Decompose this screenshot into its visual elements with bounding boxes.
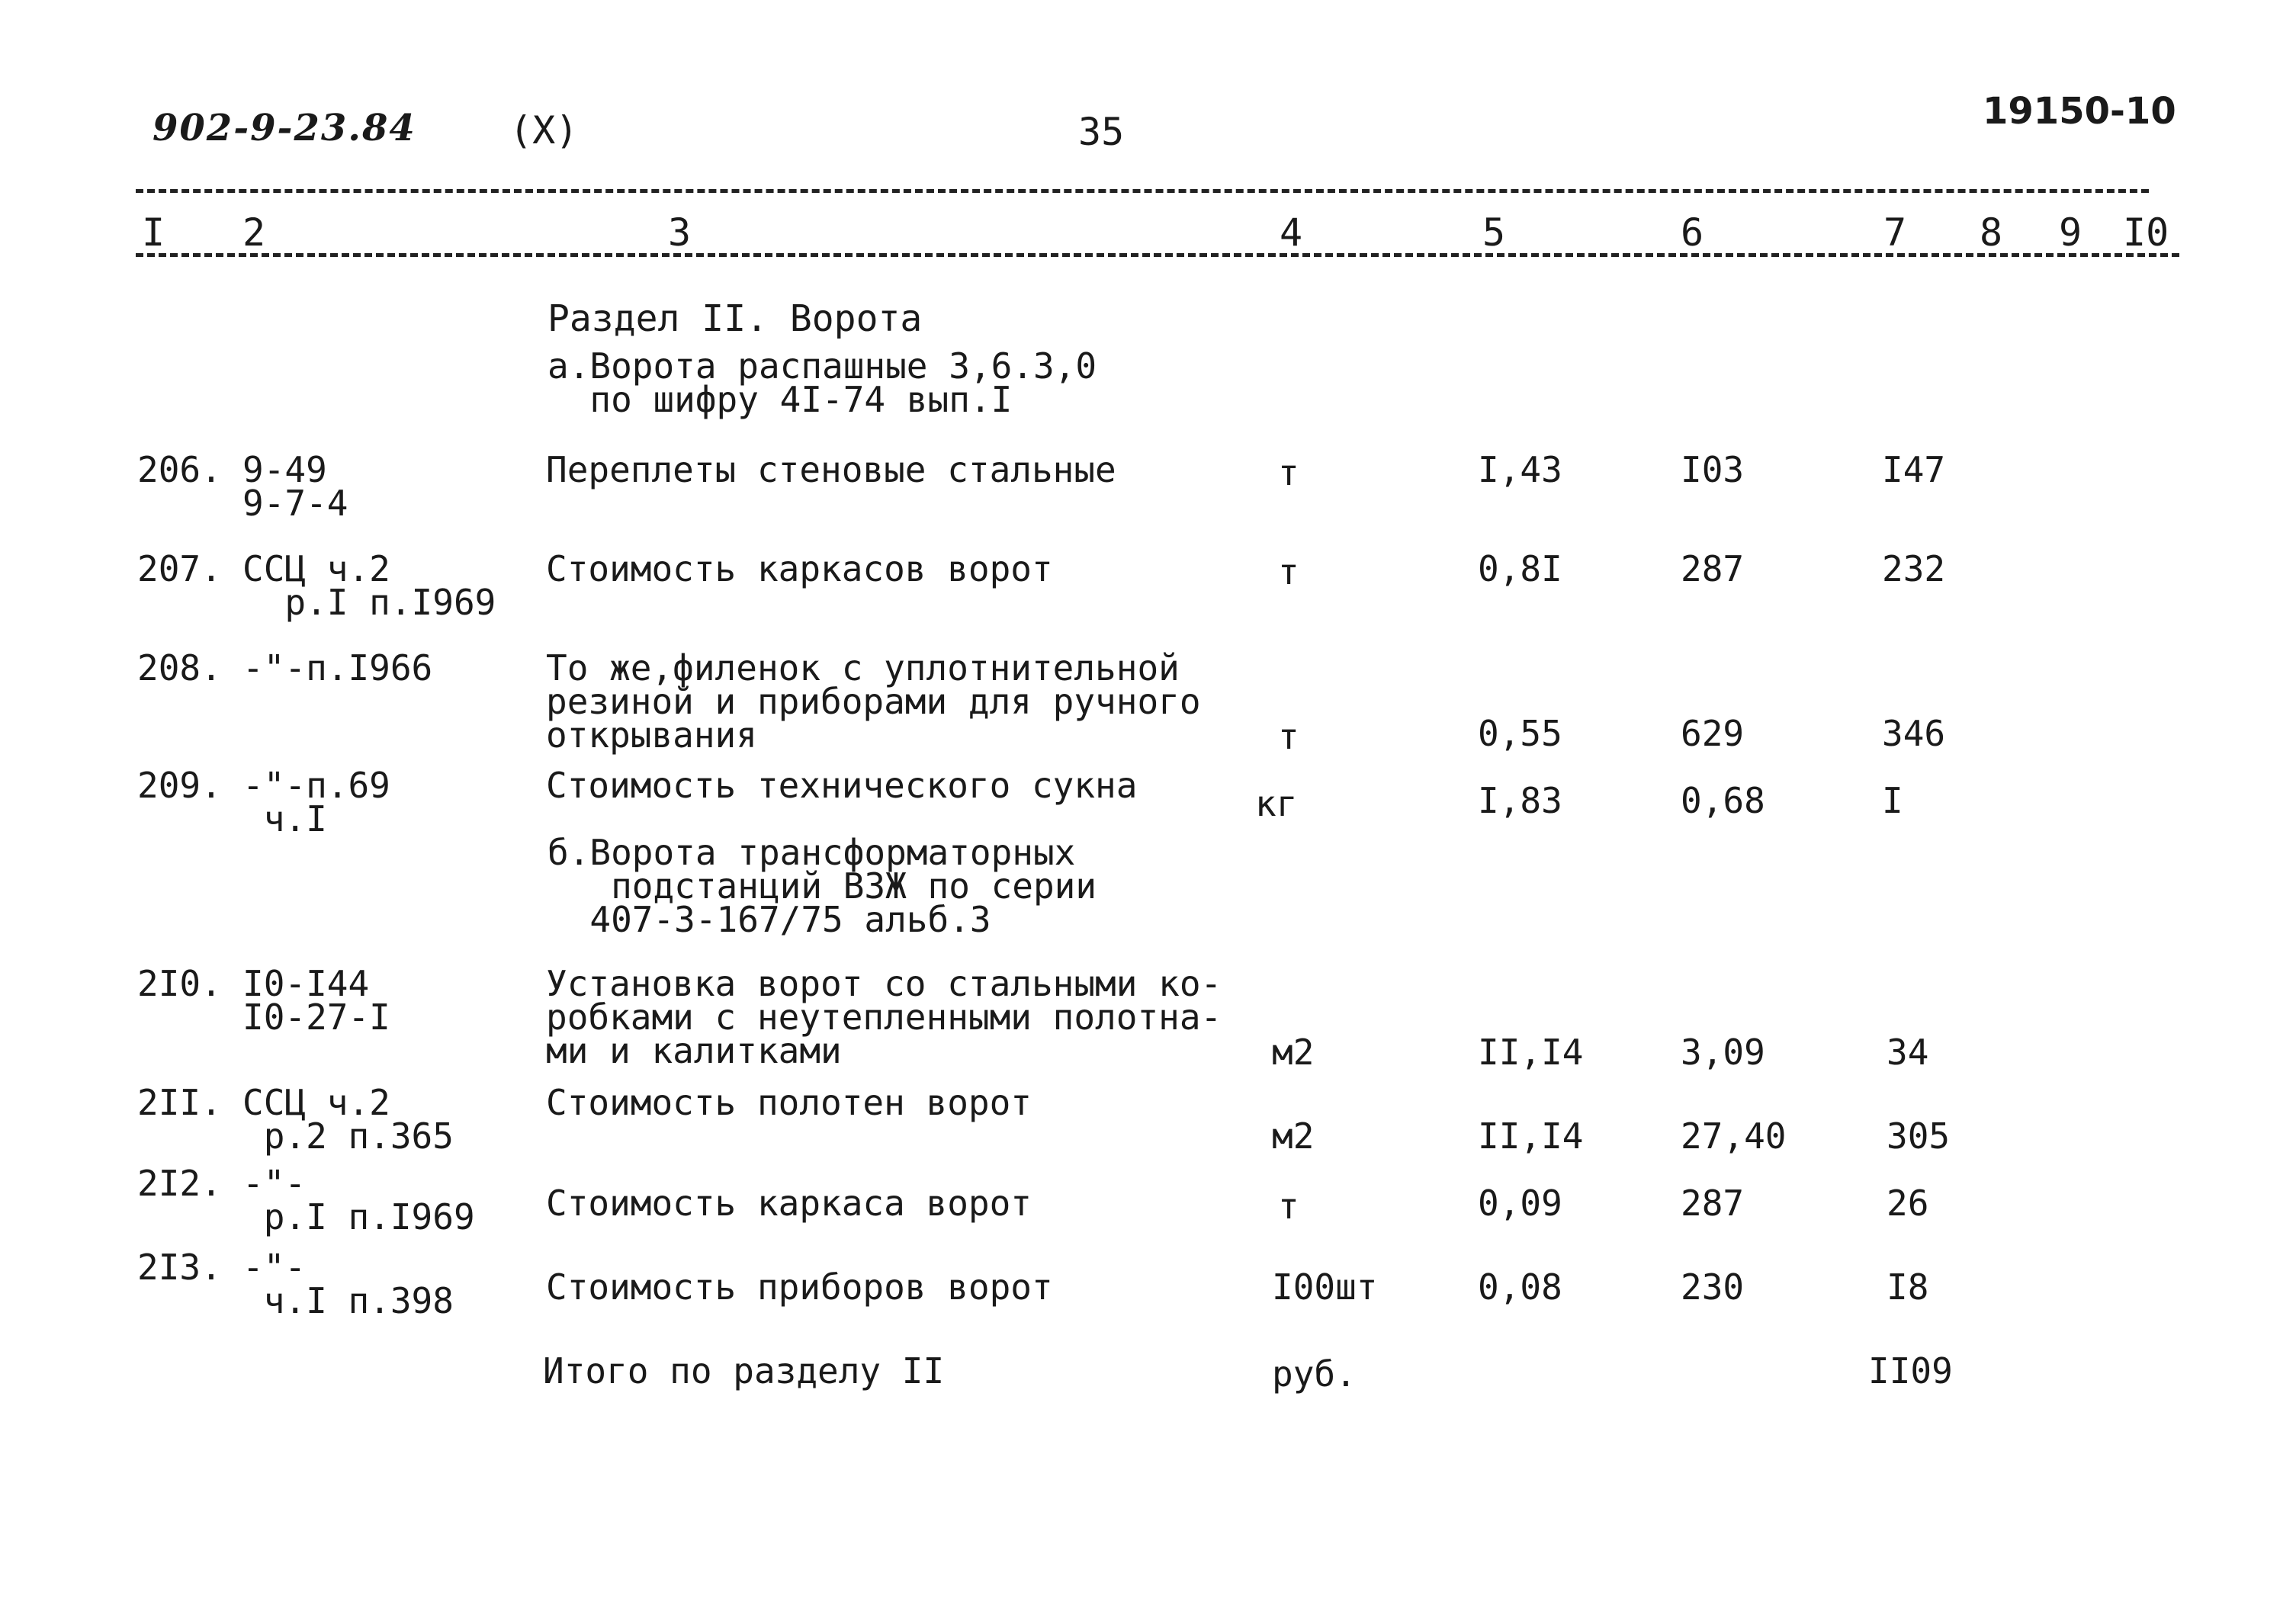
row-212-reference: -"- р.I п.I969 — [242, 1163, 475, 1237]
row-212-unit: т — [1278, 1186, 1299, 1227]
row-208-price: 629 — [1681, 713, 1745, 754]
row-206-quantity: I,43 — [1478, 449, 1562, 490]
column-header-2: 2 — [242, 210, 266, 255]
row-213-description: Стоимость приборов ворот — [546, 1266, 1053, 1308]
row-210-description: Установка ворот со стальными ко- робками с неутепленными полотна- ми и калитками — [546, 963, 1222, 1071]
subsection-a-title: а.Ворота распашные 3,6.3,0 по шифру 4I-74 вып.I — [548, 345, 1097, 420]
row-213-unit: I00шт — [1272, 1266, 1378, 1308]
column-header-1: I — [142, 210, 165, 255]
row-208-total: 346 — [1882, 713, 1946, 754]
row-211-quantity: II,I4 — [1478, 1115, 1584, 1157]
section-title: Раздел II. Ворота — [548, 297, 923, 340]
column-header-7: 7 — [1883, 210, 1907, 255]
column-header-3: 3 — [668, 210, 692, 255]
row-211-description: Стоимость полотен ворот — [546, 1082, 1032, 1123]
subsection-b-title: б.Ворота трансформаторных подстанций ВЗЖ по серии 407-3-167/75 альб.3 — [548, 832, 1097, 940]
row-207-reference: ССЦ ч.2 р.I п.I969 — [242, 548, 496, 623]
row-211-price: 27,40 — [1681, 1115, 1787, 1157]
column-header-4: 4 — [1280, 210, 1303, 255]
row-213-price: 230 — [1681, 1266, 1745, 1308]
column-header-8: 8 — [1980, 210, 2003, 255]
row-209-number: 209. — [137, 765, 222, 806]
row-208-description: То же,филенок с уплотнительной резиной и приборами для ручного открывания — [546, 647, 1201, 756]
row-212-description: Стоимость каркаса ворот — [546, 1183, 1032, 1224]
row-207-description: Стоимость каркасов ворот — [546, 548, 1053, 589]
column-header-9: 9 — [2059, 210, 2082, 255]
row-212-number: 2I2. — [137, 1163, 222, 1204]
row-209-reference: -"-п.69 ч.I — [242, 765, 390, 839]
row-208-quantity: 0,55 — [1478, 713, 1562, 754]
row-206-number: 206. — [137, 449, 222, 490]
row-210-price: 3,09 — [1681, 1032, 1765, 1073]
row-210-number: 2I0. — [137, 963, 222, 1004]
column-header-5: 5 — [1482, 210, 1506, 255]
total-value: II09 — [1868, 1350, 1953, 1391]
row-206-total: I47 — [1882, 449, 1946, 490]
row-210-quantity: II,I4 — [1478, 1032, 1584, 1073]
row-208-reference: -"-п.I966 — [242, 647, 433, 689]
row-212-total: 26 — [1887, 1183, 1929, 1224]
row-206-description: Переплеты стеновые стальные — [546, 449, 1116, 490]
header-divider-bottom — [136, 253, 2179, 257]
page-number: 35 — [1078, 110, 1125, 154]
row-209-description: Стоимость технического сукна — [546, 765, 1138, 806]
header-divider-top — [136, 189, 2149, 193]
column-header-10: I0 — [2123, 210, 2169, 255]
row-211-total: 305 — [1887, 1115, 1951, 1157]
row-213-reference: -"- ч.I п.398 — [242, 1247, 454, 1321]
row-206-reference: 9-49 9-7-4 — [242, 449, 348, 524]
row-209-price: 0,68 — [1681, 780, 1765, 821]
row-207-unit: т — [1278, 551, 1299, 592]
column-header-6: 6 — [1681, 210, 1704, 255]
row-210-reference: I0-I44 I0-27-I — [242, 963, 390, 1038]
row-211-number: 2II. — [137, 1082, 222, 1123]
row-208-number: 208. — [137, 647, 222, 689]
row-207-quantity: 0,8I — [1478, 548, 1562, 589]
row-207-total: 232 — [1882, 548, 1946, 589]
row-210-total: 34 — [1887, 1032, 1929, 1073]
document-mark: (X) — [509, 108, 579, 152]
row-213-quantity: 0,08 — [1478, 1266, 1562, 1308]
document-code: 902-9-23.84 — [153, 107, 416, 149]
row-209-total: I — [1882, 780, 1903, 821]
sheet-number: 19150-10 — [1983, 90, 2176, 133]
row-207-number: 207. — [137, 548, 222, 589]
row-211-unit: м2 — [1272, 1115, 1315, 1157]
row-206-unit: т — [1278, 452, 1299, 493]
row-209-unit: кг — [1255, 783, 1298, 824]
row-209-quantity: I,83 — [1478, 780, 1562, 821]
total-label: Итого по разделу II — [543, 1350, 945, 1391]
row-213-number: 2I3. — [137, 1247, 222, 1288]
total-unit: руб. — [1272, 1353, 1357, 1395]
row-208-unit: т — [1278, 716, 1299, 757]
row-213-total: I8 — [1887, 1266, 1929, 1308]
row-206-price: I03 — [1681, 449, 1745, 490]
row-210-unit: м2 — [1272, 1032, 1315, 1073]
row-207-price: 287 — [1681, 548, 1745, 589]
row-212-price: 287 — [1681, 1183, 1745, 1224]
row-211-reference: ССЦ ч.2 р.2 п.365 — [242, 1082, 454, 1157]
row-212-quantity: 0,09 — [1478, 1183, 1562, 1224]
